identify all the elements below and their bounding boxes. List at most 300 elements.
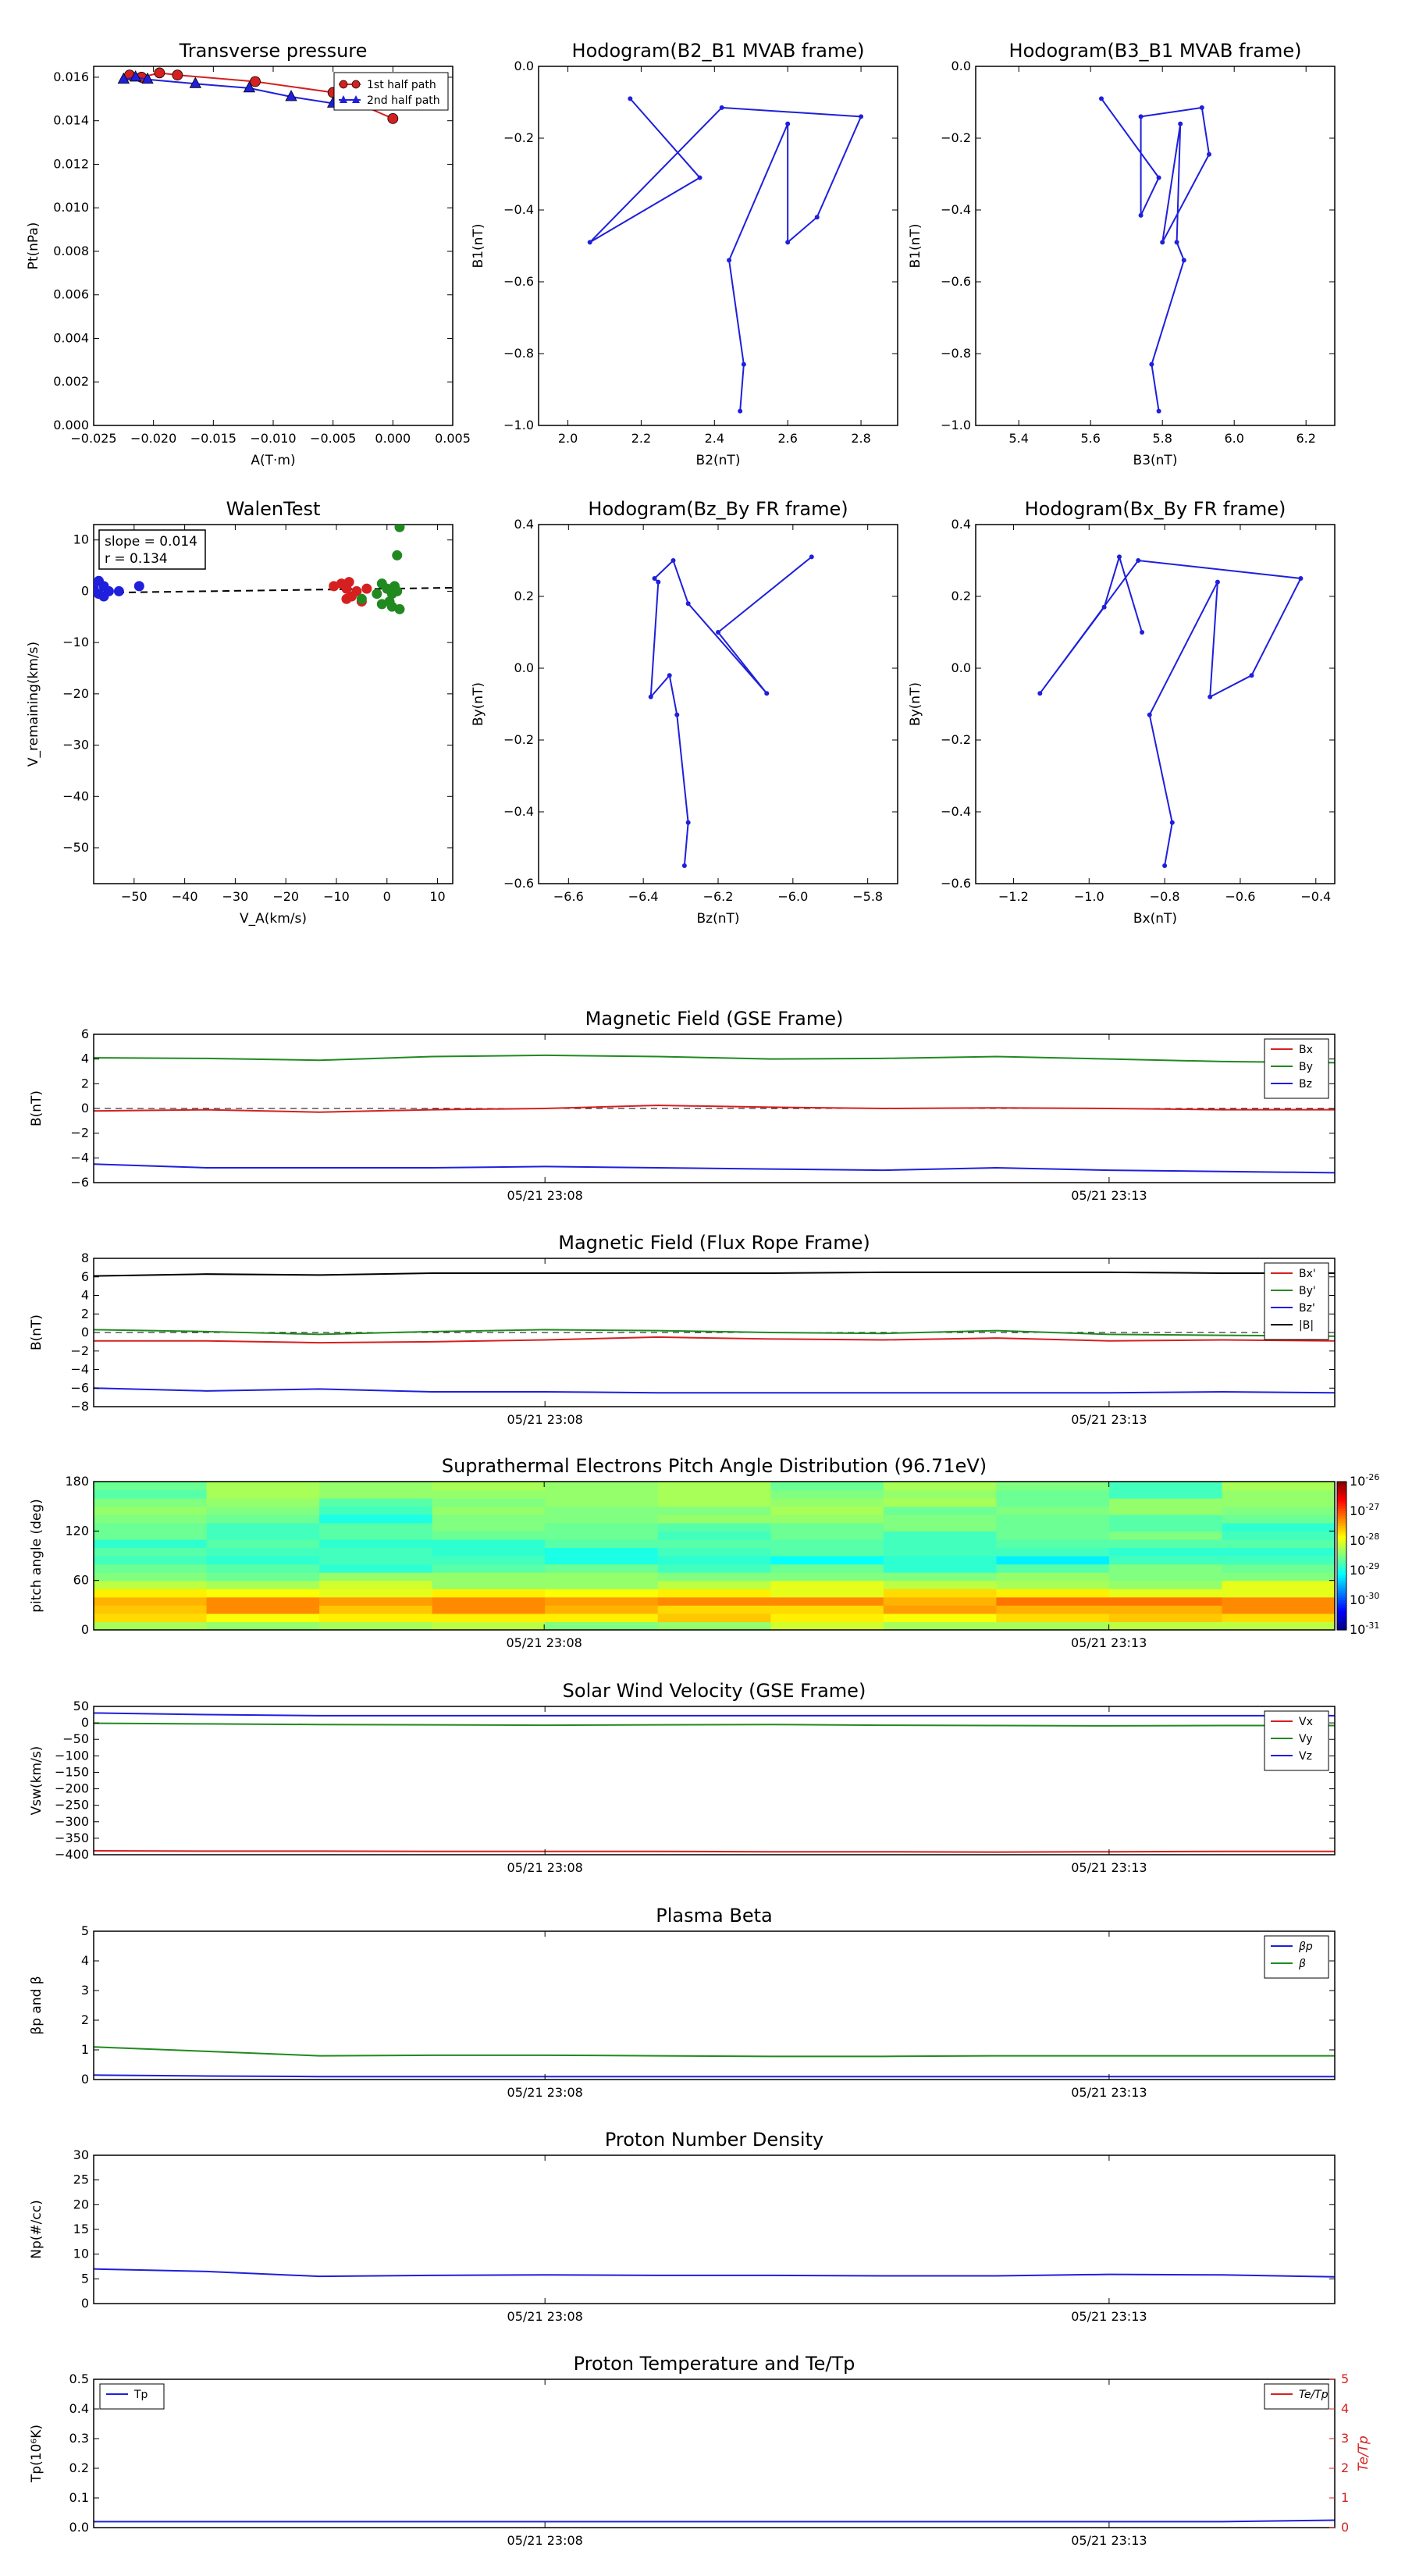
pad-cell <box>996 1597 1109 1606</box>
pad-cell <box>94 1572 207 1581</box>
pad-cell <box>658 1621 771 1630</box>
pad-colorbar-base: 10 <box>1350 1503 1366 1518</box>
walen_test-point <box>114 586 123 596</box>
pad-cell <box>319 1572 432 1581</box>
transverse_pressure-ytick-label: 0.014 <box>53 112 89 128</box>
hodogram_b3_b1-xtick-label: 5.8 <box>1152 431 1172 446</box>
hodogram_b2_b1-xtick-label: 2.0 <box>557 431 578 446</box>
mag_gse-legend-label: Bx <box>1299 1044 1313 1056</box>
pad-ytick-label: 120 <box>65 1523 89 1539</box>
hodogram_b3_b1-ylabel: B1(nT) <box>908 223 923 269</box>
pad-cell <box>207 1490 320 1499</box>
tp-ytick-label: 0.1 <box>69 2490 89 2505</box>
pad-title: Suprathermal Electrons Pitch Angle Distribution (96.71eV) <box>441 1455 987 1477</box>
transverse_pressure-xlabel: A(T·m) <box>251 453 296 468</box>
pad-cell <box>94 1507 207 1515</box>
pad-cell <box>658 1572 771 1581</box>
walen_test-xtick-label: −30 <box>222 889 249 904</box>
pad-cell <box>996 1514 1109 1523</box>
mag_fr-legend-label: Bz' <box>1299 1302 1315 1315</box>
transverse_pressure-ylabel: Pt(nPa) <box>26 222 41 270</box>
hodogram_b2_b1-point <box>698 176 702 180</box>
hodogram_bz_by-point <box>716 630 720 635</box>
pad-cell <box>545 1498 658 1507</box>
mag_gse-legend-label: Bz <box>1299 1078 1312 1091</box>
pad-cell <box>770 1589 884 1597</box>
hodogram_bz_by-xtick-label: −6.6 <box>553 889 584 904</box>
pad-cell <box>996 1498 1109 1507</box>
pad-cell <box>207 1581 320 1589</box>
hodogram_b3_b1-xtick-label: 6.0 <box>1224 431 1244 446</box>
walen_test-point <box>104 586 113 596</box>
vsw-ytick-label: −200 <box>55 1781 89 1796</box>
pad-cell <box>770 1597 884 1606</box>
walen_test-point <box>357 594 366 603</box>
transverse_pressure-ytick-label: 0.006 <box>53 286 89 302</box>
mag_gse-ytick-label: 4 <box>80 1051 89 1066</box>
np-ytick-label: 30 <box>73 2147 89 2162</box>
transverse_pressure-point <box>173 70 183 80</box>
hodogram_bz_by-ylabel: By(nT) <box>471 681 486 727</box>
transverse_pressure-ytick-label: 0.016 <box>53 69 89 84</box>
walen_test-point <box>393 550 402 560</box>
transverse_pressure-ytick-label: 0.008 <box>53 243 89 258</box>
pad-cell <box>545 1621 658 1630</box>
pad-cell <box>658 1539 771 1548</box>
pad-cell <box>319 1614 432 1622</box>
transverse_pressure-legend-marker <box>352 80 360 88</box>
pad-cell <box>1109 1621 1222 1630</box>
transverse_pressure-point <box>155 68 165 78</box>
hodogram_b3_b1-point <box>1200 105 1204 110</box>
pad-cell <box>94 1523 207 1532</box>
hodogram_b3_b1-point <box>1149 362 1154 367</box>
vsw-ytick-label: −150 <box>55 1764 89 1780</box>
pad-cell <box>432 1614 546 1622</box>
pad-cell <box>1222 1547 1335 1556</box>
walen_test-point <box>362 584 372 593</box>
pad-cell <box>319 1531 432 1539</box>
pad-cell <box>1222 1621 1335 1630</box>
hodogram_b2_b1-xtick-label: 2.6 <box>777 431 798 446</box>
pad-cell <box>770 1547 884 1556</box>
transverse_pressure-point <box>251 76 261 87</box>
beta-ytick-label: 3 <box>80 1983 89 1998</box>
pad-cell <box>658 1547 771 1556</box>
pad-cell <box>1109 1589 1222 1597</box>
walen_test-xtick-label: −20 <box>272 889 300 904</box>
hodogram_b3_b1-point <box>1160 240 1165 244</box>
pad-cell <box>207 1523 320 1532</box>
pad-cell <box>432 1572 546 1581</box>
hodogram_bx_by-ytick-label: 0.0 <box>951 660 971 675</box>
pad-colorbar-base: 10 <box>1350 1533 1366 1548</box>
pad-cell <box>432 1539 546 1548</box>
hodogram_bz_by-ytick-label: −0.2 <box>503 732 534 747</box>
vsw-legend <box>1264 1711 1329 1770</box>
hodogram_b3_b1-point <box>1099 96 1104 101</box>
pad-colorbar-base: 10 <box>1350 1563 1366 1578</box>
hodogram_b2_b1-point <box>785 122 790 126</box>
hodogram_bx_by-ylabel: By(nT) <box>908 681 923 727</box>
pad-cell <box>432 1581 546 1589</box>
pad-cell <box>658 1597 771 1606</box>
pad-cell <box>94 1556 207 1564</box>
mag_fr-time-tick-label: 05/21 23:13 <box>1071 1412 1147 1427</box>
hodogram_bx_by-point <box>1170 820 1175 825</box>
mag_gse-time-tick-label: 05/21 23:13 <box>1071 1188 1147 1203</box>
hodogram_bx_by-xtick-label: −0.4 <box>1300 889 1332 904</box>
np-ytick-label: 15 <box>73 2222 89 2236</box>
tp-ytick-right-label: 2 <box>1341 2460 1350 2475</box>
pad-cell <box>94 1589 207 1597</box>
pad-cell <box>1222 1490 1335 1499</box>
vsw-legend-label: Vz <box>1299 1750 1312 1763</box>
hodogram_bx_by-point <box>1298 576 1303 581</box>
pad-cell <box>996 1589 1109 1597</box>
walen_test-ytick-label: −20 <box>62 685 89 701</box>
hodogram_b2_b1-point <box>727 258 731 262</box>
walen_test-xtick-label: −10 <box>323 889 350 904</box>
pad-cell <box>319 1589 432 1597</box>
pad-cell <box>770 1614 884 1622</box>
hodogram_bx_by-ytick-label: −0.2 <box>941 732 971 747</box>
pad-cell <box>545 1597 658 1606</box>
hodogram_b2_b1-xtick-label: 2.4 <box>704 431 725 446</box>
pad-cell <box>94 1605 207 1614</box>
beta-ytick-label: 4 <box>80 1953 89 1968</box>
pad-cell <box>770 1498 884 1507</box>
transverse_pressure-xtick-label: −0.020 <box>130 431 177 446</box>
transverse_pressure-ytick-label: 0.010 <box>53 200 89 215</box>
hodogram_b3_b1-point <box>1157 409 1161 414</box>
pad-cell <box>545 1490 658 1499</box>
beta-ytick-label: 0 <box>80 2072 89 2087</box>
hodogram_b2_b1-ytick-label: −0.6 <box>503 274 534 289</box>
pad-cell <box>884 1581 997 1589</box>
pad-cell <box>545 1614 658 1622</box>
tp-ytick-label: 0.5 <box>69 2371 89 2386</box>
pad-cell <box>432 1621 546 1630</box>
pad-cell <box>1222 1523 1335 1532</box>
hodogram_b3_b1-point <box>1178 122 1183 126</box>
pad-cell <box>545 1581 658 1589</box>
pad-cell <box>94 1621 207 1630</box>
pad-cell <box>207 1589 320 1597</box>
tp-ytick-right-label: 4 <box>1341 2401 1350 2416</box>
pad-colorbar-exponent: -26 <box>1365 1472 1380 1482</box>
hodogram_bx_by-ytick-label: −0.6 <box>941 876 971 891</box>
pad-cell <box>545 1507 658 1515</box>
tp-ytick-label: 0.4 <box>69 2401 89 2416</box>
walen_test-xtick-label: −50 <box>120 889 148 904</box>
pad-cell <box>658 1523 771 1532</box>
tp-ytick-label: 0.2 <box>69 2460 89 2475</box>
pad-cell <box>1109 1547 1222 1556</box>
hodogram_bz_by-ytick-label: −0.6 <box>503 876 534 891</box>
pad-ytick-label: 180 <box>65 1474 89 1489</box>
pad-cell <box>996 1547 1109 1556</box>
mag_fr-legend-box <box>1264 1263 1329 1340</box>
pad-cell <box>1109 1581 1222 1589</box>
mag_fr-ytick-label: −6 <box>70 1380 89 1396</box>
hodogram_b3_b1-xtick-label: 5.6 <box>1080 431 1101 446</box>
hodogram_b3_b1-point <box>1157 176 1161 180</box>
hodogram_bx_by-title: Hodogram(Bx_By FR frame) <box>1024 498 1286 520</box>
pad-cell <box>884 1531 997 1539</box>
pad-cell <box>207 1572 320 1581</box>
pad-cell <box>207 1556 320 1564</box>
pad-cell <box>658 1482 771 1490</box>
pad-cell <box>94 1498 207 1507</box>
pad-cell <box>658 1490 771 1499</box>
pad-cell <box>884 1556 997 1564</box>
pad-cell <box>770 1572 884 1581</box>
pad-colorbar-exponent: -27 <box>1365 1502 1380 1512</box>
pad-panel <box>29 1455 1379 1650</box>
pad-cell <box>545 1523 658 1532</box>
tp-ytick-right-label: 0 <box>1341 2520 1350 2535</box>
tp-ytick-label: 0.0 <box>69 2520 89 2535</box>
hodogram_b3_b1-ytick-label: −0.2 <box>941 130 971 145</box>
tp-ylabel-right: Te/Tp <box>1356 2435 1371 2471</box>
pad-cell <box>207 1539 320 1548</box>
pad-cell <box>94 1597 207 1606</box>
hodogram_bx_by-point <box>1140 630 1144 635</box>
beta-ytick-label: 1 <box>80 2042 89 2057</box>
pad-cell <box>432 1498 546 1507</box>
hodogram_b3_b1-point <box>1139 114 1144 119</box>
hodogram_b3_b1-ytick-label: −0.6 <box>941 274 971 289</box>
pad-cell <box>207 1547 320 1556</box>
mag_fr-ytick-label: 2 <box>80 1306 89 1322</box>
beta-time-tick-label: 05/21 23:13 <box>1071 2085 1147 2100</box>
pad-cell <box>1222 1597 1335 1606</box>
mag_fr-legend <box>1264 1263 1329 1340</box>
pad-colorbar-base: 10 <box>1350 1622 1366 1637</box>
np-ytick-label: 20 <box>73 2197 89 2212</box>
hodogram_bx_by-xtick-label: −1.2 <box>998 889 1029 904</box>
walen_test-xlabel: V_A(km/s) <box>239 911 308 927</box>
pad-cell <box>545 1564 658 1573</box>
tp-legend-label: Te/Tp <box>1299 2389 1329 2401</box>
vsw-title: Solar Wind Velocity (GSE Frame) <box>562 1680 866 1702</box>
pad-cell <box>1109 1539 1222 1548</box>
pad-cell <box>545 1547 658 1556</box>
pad-cell <box>1222 1589 1335 1597</box>
pad-cell <box>884 1621 997 1630</box>
mag_fr-ytick-label: −2 <box>70 1343 89 1358</box>
transverse_pressure-legend-marker <box>340 80 347 88</box>
pad-cell <box>884 1564 997 1573</box>
hodogram_b2_b1-ytick-label: −0.8 <box>503 346 534 361</box>
mag_gse-ylabel: B(nT) <box>29 1090 44 1127</box>
hodogram_bx_by-ytick-label: −0.4 <box>941 804 971 819</box>
pad-cell <box>1222 1572 1335 1581</box>
transverse_pressure-xtick-label: −0.025 <box>70 431 117 446</box>
pad-cell <box>94 1490 207 1499</box>
pad-colorbar-exponent: -31 <box>1365 1621 1380 1631</box>
pad-cell <box>884 1539 997 1548</box>
hodogram_bz_by-point <box>686 820 691 825</box>
hodogram_bx_by-point <box>1136 558 1140 563</box>
transverse_pressure-xtick-label: 0.000 <box>375 431 411 446</box>
beta-legend-box <box>1264 1936 1329 1978</box>
pad-cell <box>1222 1556 1335 1564</box>
tp-ylabel: Tp(10⁶K) <box>29 2424 44 2483</box>
pad-cell <box>658 1498 771 1507</box>
transverse_pressure-ytick-label: 0.000 <box>53 418 89 432</box>
pad-colorbar-exponent: -28 <box>1365 1532 1380 1542</box>
pad-cell <box>1222 1605 1335 1614</box>
pad-time-tick-label: 05/21 23:08 <box>506 1635 582 1650</box>
hodogram_b2_b1-title: Hodogram(B2_B1 MVAB frame) <box>571 40 865 62</box>
tp-legend-right <box>1264 2384 1329 2409</box>
walen_test-ytick-label: −10 <box>62 635 89 650</box>
pad-cell <box>1109 1572 1222 1581</box>
mag_fr-legend-label: |B| <box>1299 1319 1314 1332</box>
pad-cell <box>1109 1514 1222 1523</box>
pad-cell <box>996 1539 1109 1548</box>
np-time-tick-label: 05/21 23:08 <box>507 2309 583 2324</box>
pad-cell <box>319 1597 432 1606</box>
hodogram_bz_by-xtick-label: −6.0 <box>777 889 809 904</box>
vsw-ytick-label: −250 <box>55 1797 89 1813</box>
tp-legend-label: Tp <box>134 2389 148 2401</box>
pad-cell <box>94 1531 207 1539</box>
vsw-time-tick-label: 05/21 23:13 <box>1071 1860 1147 1875</box>
walen_test-point <box>372 589 382 599</box>
pad-cell <box>319 1564 432 1573</box>
hodogram_b2_b1-point <box>738 409 742 414</box>
pad-cell <box>432 1547 546 1556</box>
np-ytick-label: 0 <box>80 2296 89 2311</box>
hodogram_b3_b1-title: Hodogram(B3_B1 MVAB frame) <box>1008 40 1302 62</box>
pad-ylabel: pitch angle (deg) <box>29 1499 44 1613</box>
pad-cell <box>770 1514 884 1523</box>
pad-cell <box>207 1564 320 1573</box>
hodogram_b2_b1-ytick-label: −0.2 <box>503 130 534 145</box>
hodogram_bz_by-point <box>674 713 679 717</box>
pad-cell <box>1222 1539 1335 1548</box>
pad-cell <box>432 1564 546 1573</box>
pad-cell <box>884 1523 997 1532</box>
mag_fr-ytick-label: −8 <box>70 1399 89 1414</box>
pad-cell <box>432 1605 546 1614</box>
pad-cell <box>207 1482 320 1490</box>
pad-cell <box>94 1564 207 1573</box>
pad-cell <box>658 1605 771 1614</box>
pad-cell <box>1222 1498 1335 1507</box>
vsw-legend-label: Vx <box>1299 1716 1313 1728</box>
hodogram_b2_b1-ytick-label: −1.0 <box>503 418 534 432</box>
tp-ytick-right-label: 1 <box>1341 2490 1350 2505</box>
walen_test-xtick-label: −40 <box>171 889 198 904</box>
hodogram_b3_b1-xtick-label: 6.2 <box>1296 431 1316 446</box>
transverse_pressure-ytick-label: 0.012 <box>53 156 89 172</box>
pad-cell <box>996 1507 1109 1515</box>
hodogram_bz_by-point <box>809 554 814 559</box>
hodogram_bx_by-point <box>1117 554 1122 559</box>
pad-cell <box>658 1564 771 1573</box>
pad-ytick-label: 60 <box>73 1572 89 1588</box>
hodogram_bz_by-title: Hodogram(Bz_By FR frame) <box>588 498 848 520</box>
pad-cell <box>1222 1581 1335 1589</box>
mag_fr-ytick-label: 0 <box>80 1325 89 1340</box>
beta-time-tick-label: 05/21 23:08 <box>507 2085 583 2100</box>
pad-cell <box>884 1498 997 1507</box>
transverse_pressure-xtick-label: 0.005 <box>435 431 471 446</box>
pad-colorbar-exponent: -30 <box>1365 1591 1380 1601</box>
hodogram_bz_by-point <box>653 576 657 581</box>
pad-colorbar-base: 10 <box>1350 1592 1366 1607</box>
pad-cell <box>658 1581 771 1589</box>
hodogram_b2_b1-point <box>588 240 592 244</box>
pad-cell <box>545 1605 658 1614</box>
vsw-legend-box <box>1264 1711 1329 1770</box>
hodogram_b3_b1-point <box>1175 240 1179 244</box>
hodogram_b3_b1-ytick-label: −0.4 <box>941 202 971 217</box>
pad-cell <box>1109 1482 1222 1490</box>
pad-cell <box>884 1547 997 1556</box>
pad-cell <box>1222 1531 1335 1539</box>
walen_test-point <box>342 594 351 603</box>
vsw-ylabel: Vsw(km/s) <box>29 1745 44 1816</box>
pad-cell <box>207 1597 320 1606</box>
pad-cell <box>884 1597 997 1606</box>
pad-cell <box>1109 1490 1222 1499</box>
pad-cell <box>432 1490 546 1499</box>
pad-cell <box>1109 1498 1222 1507</box>
walen_test-point <box>395 604 404 614</box>
mag_gse-ytick-label: −4 <box>70 1150 89 1165</box>
hodogram_b3_b1-xtick-label: 5.4 <box>1008 431 1029 446</box>
hodogram_b2_b1-point <box>628 96 632 101</box>
mag_fr-legend-label: By' <box>1299 1285 1316 1297</box>
hodogram_b2_b1-point <box>742 362 746 367</box>
pad-cell <box>545 1572 658 1581</box>
pad-cell <box>1109 1614 1222 1622</box>
pad-cell <box>319 1621 432 1630</box>
pad-cell <box>996 1614 1109 1622</box>
pad-cell <box>319 1605 432 1614</box>
mag_gse-title: Magnetic Field (GSE Frame) <box>585 1008 844 1030</box>
pad-cell <box>770 1539 884 1548</box>
pad-cell <box>207 1614 320 1622</box>
transverse_pressure-xtick-label: −0.005 <box>310 431 357 446</box>
mag_fr-ytick-label: 4 <box>80 1287 89 1303</box>
pad-cell <box>1222 1514 1335 1523</box>
pad-cell <box>658 1514 771 1523</box>
hodogram_b3_b1-ytick-label: 0.0 <box>951 59 971 73</box>
np-ytick-label: 10 <box>73 2246 89 2261</box>
pad-cell <box>770 1523 884 1532</box>
np-ytick-label: 25 <box>73 2172 89 2187</box>
pad-cell <box>1109 1605 1222 1614</box>
pad-cell <box>94 1539 207 1548</box>
pad-cell <box>319 1514 432 1523</box>
pad-cell <box>319 1547 432 1556</box>
transverse_pressure-point <box>388 113 398 123</box>
hodogram_bz_by-point <box>764 691 769 696</box>
pad-cell <box>996 1572 1109 1581</box>
walen_test-xtick-label: 0 <box>382 889 391 904</box>
pad-cell <box>1109 1556 1222 1564</box>
vsw-ytick-label: −100 <box>55 1748 89 1763</box>
tp-ytick-label: 0.3 <box>69 2431 89 2446</box>
pad-cell <box>1109 1531 1222 1539</box>
tp-legend-box <box>100 2384 164 2409</box>
